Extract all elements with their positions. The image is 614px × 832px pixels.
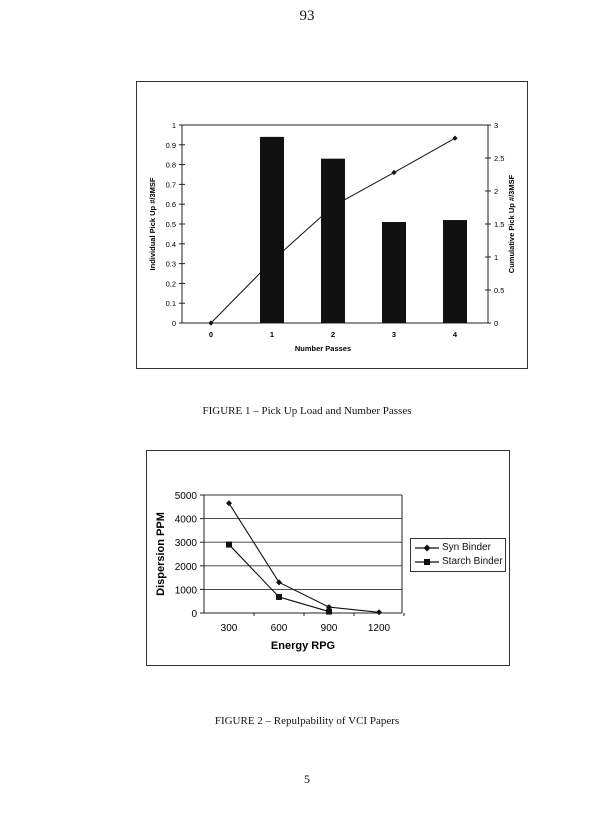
series-line-syn-binder (229, 503, 379, 612)
series-line-starch-binder (229, 545, 329, 612)
left-axis-tick-label: 1 (171, 121, 176, 130)
bar-individual-pickup (443, 220, 467, 323)
left-axis-tick-label: 0 (171, 319, 176, 328)
point-starch-binder (226, 542, 232, 548)
x-axis-label: Energy RPG (270, 640, 336, 652)
y-axis-label: Individual Pick Up #/3MSF (148, 177, 157, 271)
x-axis-tick-label: 3 (391, 330, 397, 339)
y-axis-tick-label: 4000 (174, 514, 197, 526)
x-axis-tick-label: 0 (208, 330, 214, 339)
y2-axis-label: Cumulative Pick Up #/3MSF (507, 174, 516, 274)
left-axis-tick-label: 0.5 (165, 220, 176, 229)
point-cumulative (452, 136, 457, 141)
left-axis-tick-label: 0.6 (165, 200, 176, 210)
y-axis-tick-label: 3000 (174, 538, 197, 550)
left-axis-tick-label: 0.7 (165, 180, 176, 190)
right-axis-tick-label: 1 (494, 253, 499, 262)
bar-individual-pickup (260, 137, 284, 323)
page-number-bottom: 5 (304, 772, 310, 786)
right-axis-tick-label: 1.5 (494, 220, 505, 229)
point-syn-binder (276, 579, 282, 585)
point-starch-binder (276, 594, 282, 600)
right-axis-tick-label: 0.5 (494, 286, 505, 295)
figure-1-chart (136, 81, 528, 369)
left-axis-tick-label: 0.3 (165, 259, 176, 269)
left-axis-tick-label: 0.8 (165, 160, 176, 170)
page-number-top: 93 (299, 8, 315, 24)
y-axis-tick-label: 0 (191, 609, 197, 620)
left-axis-tick-label: 0.1 (165, 299, 176, 309)
figure-2-caption: FIGURE 2 – Repulpability of VCI Papers (214, 715, 400, 727)
right-axis-tick-label: 0 (494, 319, 499, 328)
legend-item-starch-binder (411, 555, 505, 569)
x-axis-label: Number Passes (294, 344, 352, 353)
left-axis-tick-label: 0.9 (165, 140, 176, 150)
x-axis-tick-label: 900 (320, 623, 338, 634)
point-syn-binder (376, 609, 382, 615)
right-axis-tick-label: 3 (494, 121, 499, 130)
bar-individual-pickup (321, 159, 345, 323)
left-axis-tick-label: 0.4 (165, 239, 176, 249)
y-axis-tick-label: 2000 (174, 561, 197, 573)
x-axis-tick-label: 300 (220, 623, 238, 634)
point-cumulative (391, 170, 396, 175)
x-axis-tick-label: 4 (452, 330, 458, 339)
x-axis-tick-label: 1200 (367, 623, 391, 634)
chart-1-svg (137, 82, 527, 368)
left-axis-tick-label: 0.2 (165, 279, 176, 289)
x-axis-tick-label: 600 (270, 623, 288, 634)
legend-item-syn-binder (411, 541, 505, 555)
figure-1-caption: FIGURE 1 – Pick Up Load and Number Passes (202, 405, 412, 417)
legend-label-starch-binder: Starch Binder (442, 556, 503, 567)
right-axis-tick-label: 2.5 (494, 154, 505, 163)
y-axis-label: Dispersion PPM (155, 512, 167, 596)
y-axis-tick-label: 5000 (174, 491, 197, 502)
right-axis-tick-label: 2 (494, 187, 499, 196)
x-axis-tick-label: 2 (330, 330, 336, 339)
chart-2-legend (410, 538, 506, 572)
legend-label-syn-binder: Syn Binder (442, 542, 491, 553)
point-starch-binder (326, 609, 332, 615)
x-axis-tick-label: 1 (269, 330, 275, 339)
y-axis-tick-label: 1000 (174, 585, 197, 597)
point-syn-binder (226, 500, 232, 506)
bar-individual-pickup (382, 222, 406, 323)
square-marker-icon (415, 557, 439, 567)
diamond-marker-icon (415, 543, 439, 553)
